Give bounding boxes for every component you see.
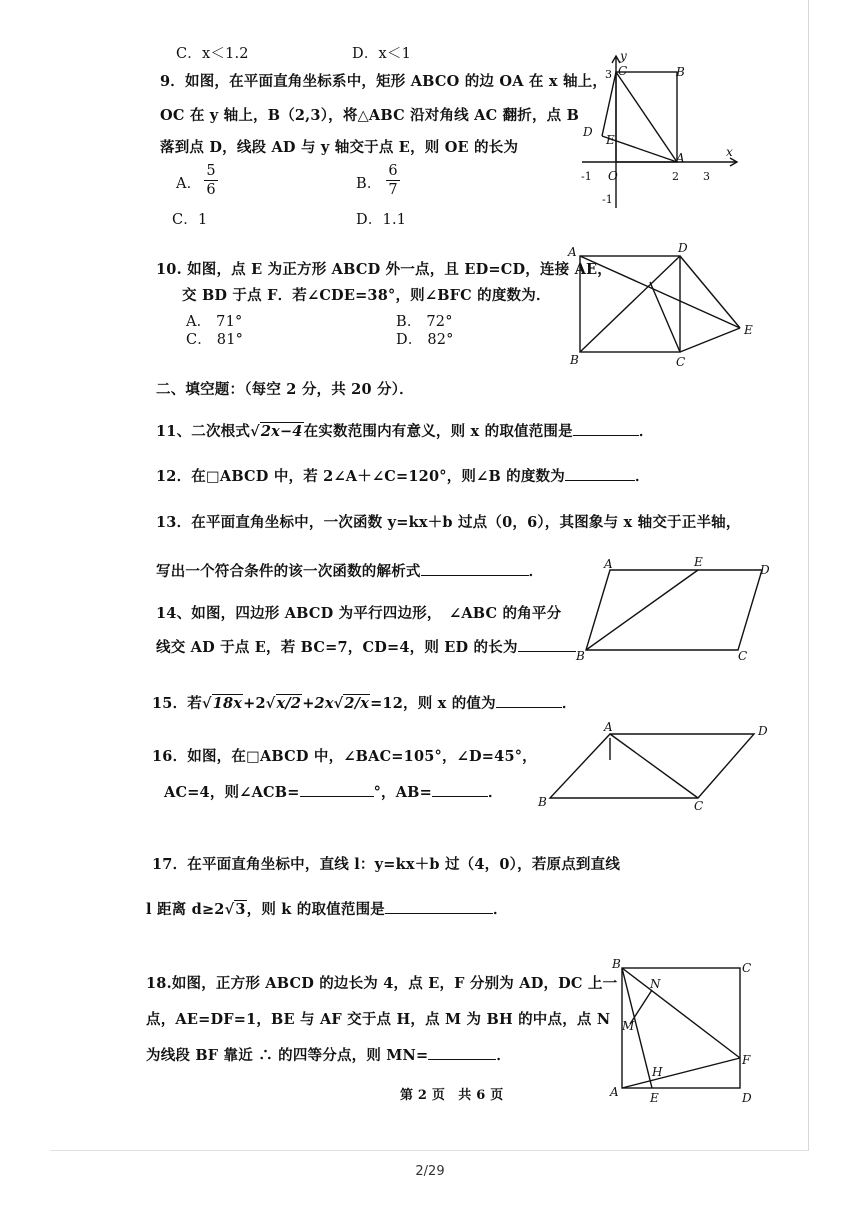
q14-line1: 14、如图，四边形 ABCD 为平行四边形， ∠ABC 的角平分: [156, 605, 562, 622]
q9-option-c: C．1: [172, 212, 208, 228]
q15-radicand-1: 18x: [212, 695, 243, 712]
q16-line1: 16．如图，在□ABCD 中，∠BAC=105°，∠D=45°，: [152, 748, 537, 765]
q16-figure: [534, 718, 772, 814]
q9-option-a-fraction: $\frac{5}{6}$: [204, 162, 218, 199]
q14-line2: 线交 AD 于点 E，若 BC=7，CD=4，则 ED 的长为: [156, 636, 576, 657]
q8-option-d: D．x＜1: [352, 46, 412, 62]
label-d: D: [583, 125, 593, 139]
q9-option-b-fraction: $\frac{6}{7}$: [386, 162, 400, 199]
q11-text: 11、二次根式√2x−4在实数范围内有意义，则 x 的取值范围是 ．: [156, 423, 654, 440]
tick-2: 2: [672, 170, 679, 183]
q15-answer-blank[interactable]: [496, 693, 562, 708]
q11-radicand: 2x−4: [260, 423, 303, 440]
label-b: B: [570, 353, 579, 367]
q14-answer-blank[interactable]: [518, 637, 576, 652]
label-e: E: [694, 555, 703, 569]
tick-y3: 3: [605, 68, 612, 81]
label-e: E: [606, 133, 615, 147]
label-x: x: [726, 145, 733, 159]
label-e: E: [650, 1091, 659, 1104]
q10-line1: 10. 如图，点 E 为正方形 ABCD 外一点，且 ED=CD，连接 AE，: [156, 261, 612, 278]
label-f: F: [742, 1053, 751, 1067]
label-b: B: [538, 795, 547, 809]
q16-answer-blank-1[interactable]: [300, 782, 374, 797]
q10-option-c: C． 81°: [186, 332, 244, 348]
label-o: O: [608, 169, 618, 183]
q15-text: 15．若√18x+2√x/2+2x√2/x=12，则 x 的值为 ．: [152, 695, 577, 712]
label-c: C: [694, 799, 704, 813]
q10-option-a: A． 71°: [186, 314, 243, 330]
label-m: M: [622, 1019, 635, 1033]
q10-figure: [566, 240, 762, 370]
q17-line1: 17．在平面直角坐标中，直线 l：y=kx＋b 过（4，0），若原点到直线: [152, 856, 621, 873]
tick-neg1: -1: [581, 170, 592, 183]
label-c: C: [676, 355, 686, 369]
label-a: A: [676, 151, 685, 165]
label-a: A: [604, 720, 613, 734]
q17-line2: l 距离 d≥2√3，则 k 的取值范围是 ．: [146, 901, 508, 918]
label-b: B: [676, 65, 685, 79]
tick-y-neg1: -1: [602, 193, 613, 206]
q10-option-b: B． 72°: [396, 314, 453, 330]
q15-radicand-2: x/2: [276, 695, 302, 712]
q15-radicand-3: 2/x: [344, 695, 370, 712]
label-c: C: [618, 64, 628, 78]
q17-radicand: 3: [235, 901, 246, 918]
q18-figure: [606, 956, 762, 1104]
label-b: B: [612, 957, 621, 971]
q18-line1: 18.如图，正方形 ABCD 的边长为 4，点 E，F 分别为 AD，DC 上一: [146, 975, 618, 992]
q12-text: 12．在□ABCD 中，若 2∠A＋∠C=120°，则∠B 的度数为 ．: [156, 468, 650, 485]
q17-answer-blank[interactable]: [385, 899, 493, 914]
q11-prefix: 11、二次根式: [156, 423, 251, 440]
q13-answer-blank[interactable]: [421, 561, 529, 576]
q18-line3: 为线段 BF 靠近 ∴ 的四等分点，则 MN= ．: [146, 1047, 512, 1064]
q9-option-d: D．1.1: [356, 212, 407, 228]
label-c: C: [742, 961, 752, 975]
page-number: 2/29: [415, 1164, 445, 1179]
page-footer: 第 2 页 共 6 页: [400, 1088, 504, 1103]
q9-line2: OC 在 y 轴上，B（2,3），将△ABC 沿对角线 AC 翻折，点 B: [160, 107, 580, 124]
q11-answer-blank[interactable]: [573, 421, 639, 436]
label-d: D: [758, 724, 768, 738]
q9-option-b: B．: [356, 176, 382, 192]
q13-line1: 13．在平面直角坐标中，一次函数 y=kx＋b 过点（0，6），其图象与 x 轴交于正半轴，: [156, 514, 741, 531]
q13-line2: 写出一个符合条件的该一次函数的解析式 ．: [156, 563, 544, 580]
label-d: D: [742, 1091, 752, 1104]
label-n: N: [650, 977, 661, 991]
label-y: y: [620, 49, 627, 63]
q9-figure: [572, 48, 742, 218]
q12-answer-blank[interactable]: [565, 466, 635, 481]
label-c: C: [738, 649, 748, 663]
label-a: A: [568, 245, 577, 259]
q16-answer-blank-2[interactable]: [432, 782, 488, 797]
label-a: A: [610, 1085, 619, 1099]
q14-figure: [568, 554, 780, 664]
q16-line2: AC=4，则∠ACB= °，AB= ．: [164, 784, 503, 801]
q18-answer-blank[interactable]: [428, 1045, 496, 1060]
q12-body: 12．在□ABCD 中，若 2∠A＋∠C=120°，则∠B 的度数为: [156, 468, 565, 485]
q8-option-c: C．x＜1.2: [176, 46, 249, 62]
q9-line1: 9．如图，在平面直角坐标系中，矩形 ABCO 的边 OA 在 x 轴上，: [160, 73, 608, 90]
label-h: H: [652, 1065, 663, 1079]
label-e: E: [744, 323, 753, 337]
label-d: D: [760, 563, 770, 577]
q9-line3: 落到点 D，线段 AD 与 y 轴交于点 E，则 OE 的长为: [160, 139, 519, 156]
section-title: 二、填空题：（每空 2 分，共 20 分）．: [156, 381, 414, 398]
label-d: D: [678, 241, 688, 255]
q18-line2: 点，AE=DF=1，BE 与 AF 交于点 H，点 M 为 BH 的中点，点 N: [146, 1011, 611, 1028]
q10-line2: 交 BD 于点 F．若∠CDE=38°，则∠BFC 的度数为．: [182, 287, 551, 304]
q9-option-a: A．: [176, 176, 202, 192]
q11-suffix: 在实数范围内有意义，则 x 的取值范围是: [303, 423, 573, 440]
label-a: A: [604, 557, 613, 571]
q10-option-d: D． 82°: [396, 332, 454, 348]
label-b: B: [576, 649, 585, 663]
tick-3: 3: [703, 170, 710, 183]
